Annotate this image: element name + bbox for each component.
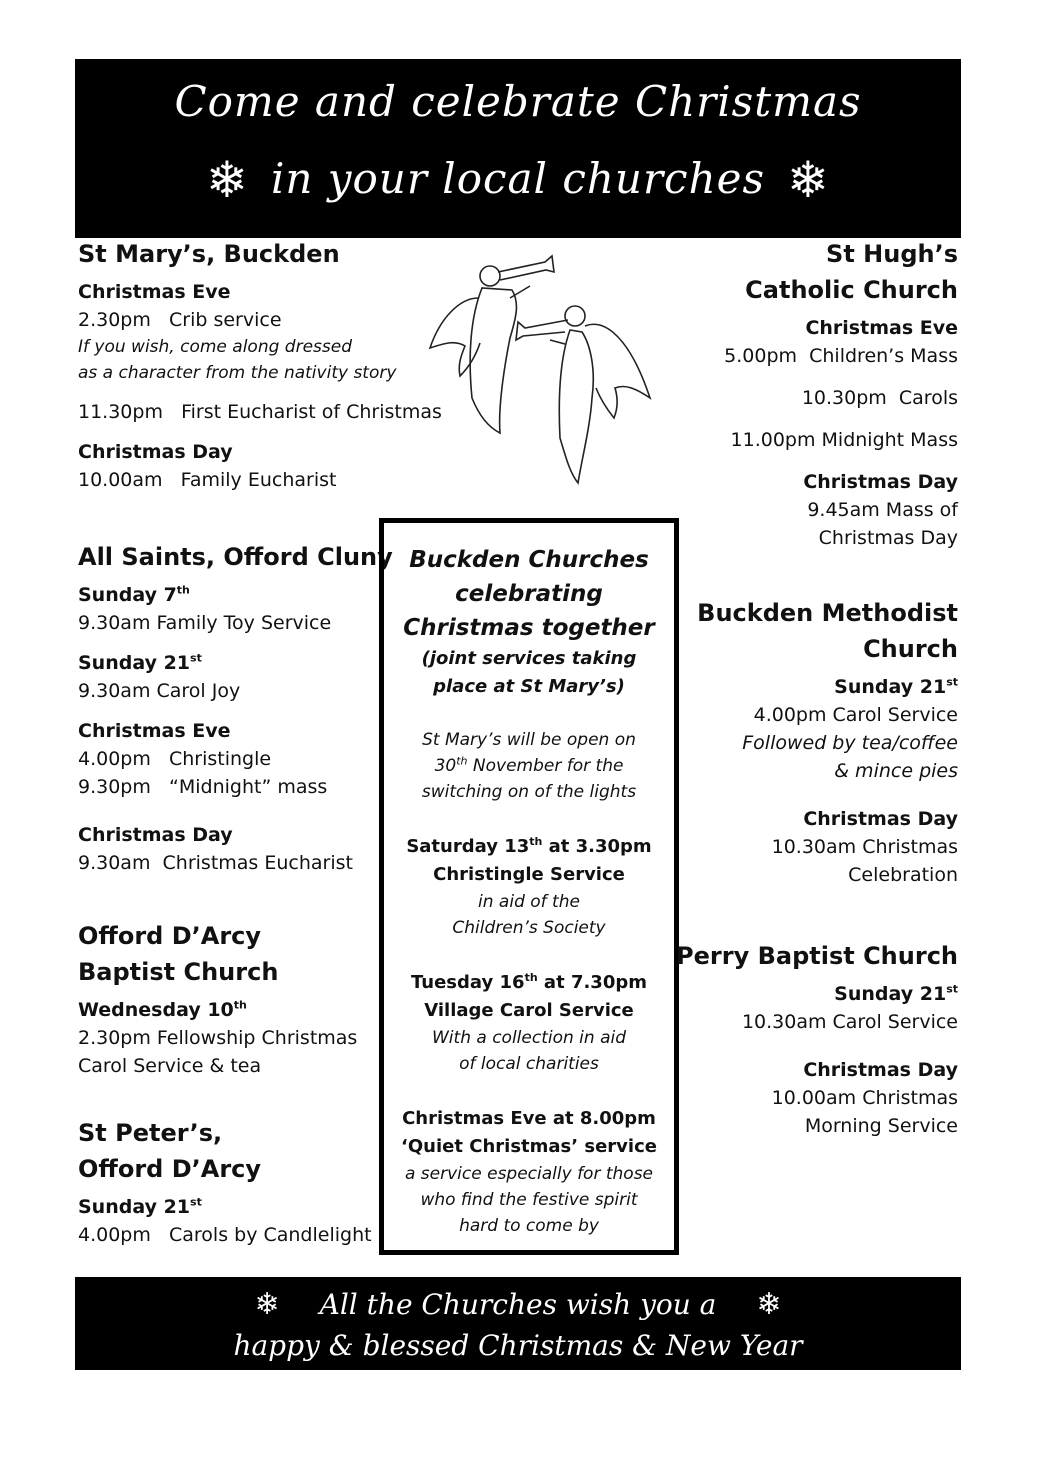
service-note: If you wish, come along dressed <box>78 337 352 357</box>
footer-line-1-text: All the Churches wish you a <box>319 1288 717 1321</box>
box-title: Buckden Churches <box>409 547 649 573</box>
service-line: 9.30pm “Midnight” mass <box>78 776 328 798</box>
church-name: St Mary’s, Buckden <box>78 240 340 268</box>
service-line: 9.30am Family Toy Service <box>78 612 332 634</box>
header-line-2-text: in your local churches <box>270 154 766 203</box>
box-note: in aid of the <box>478 892 580 912</box>
event-name: Village Carol Service <box>424 1000 634 1021</box>
header-line-2 <box>75 151 961 209</box>
date-text: Wednesday 10 <box>78 999 234 1021</box>
service-heading <box>78 1193 428 1221</box>
service-line: 11.00pm Midnight Mass <box>730 429 958 451</box>
service-line: 4.00pm Carol Service <box>753 704 958 726</box>
ordinal-suffix: th <box>529 835 543 848</box>
ordinal-suffix: st <box>190 1195 202 1209</box>
date-text: 30 <box>434 756 457 776</box>
box-note: St Mary’s will be open on <box>422 730 636 750</box>
box-subtitle: place at St Mary’s) <box>433 676 625 697</box>
service-line: 9.30am Christmas Eucharist <box>78 852 353 874</box>
service-heading: Christmas Eve <box>78 281 231 303</box>
date-text: Sunday 21 <box>78 652 191 674</box>
snowflake-icon: ❄ <box>254 1287 280 1322</box>
ordinal-suffix: st <box>190 651 202 665</box>
joint-services-box <box>379 518 679 1255</box>
church-name: Buckden Methodist <box>697 599 958 627</box>
ordinal-suffix: th <box>456 754 468 768</box>
event-heading <box>384 969 674 997</box>
date-text: Sunday 21 <box>834 983 947 1005</box>
church-name: All Saints, Offord Cluny <box>78 543 393 571</box>
service-line: Celebration <box>848 864 958 886</box>
service-line: 10.00am Family Eucharist <box>78 469 337 491</box>
methodist-section <box>658 595 958 889</box>
snowflake-icon: ❄ <box>787 151 830 209</box>
st-peters-section <box>78 1115 428 1249</box>
offord-baptist-section <box>78 918 428 1080</box>
service-heading <box>78 649 428 677</box>
snowflake-icon: ❄ <box>206 151 249 209</box>
service-heading: Christmas Day <box>803 471 958 493</box>
service-line: 4.00pm Christingle <box>78 748 272 770</box>
service-line: Christmas Day <box>818 527 958 549</box>
service-line: 10.30am Christmas <box>771 836 958 858</box>
service-line: 9.45am Mass of <box>807 499 958 521</box>
service-note: as a character from the nativity story <box>78 363 397 383</box>
snowflake-icon: ❄ <box>756 1287 782 1322</box>
ordinal-suffix: th <box>176 583 190 597</box>
service-heading <box>78 581 428 609</box>
service-note: Followed by tea/coffee <box>742 732 958 754</box>
church-name: Offord D’Arcy <box>78 922 262 950</box>
service-heading: Christmas Eve <box>78 720 231 742</box>
service-line: 2.30pm Fellowship Christmas <box>78 1027 358 1049</box>
box-note: With a collection in aid <box>432 1028 626 1048</box>
service-line: 4.00pm Carols by Candlelight <box>78 1224 372 1246</box>
church-name: St Hugh’s <box>826 240 958 268</box>
time-text: at 3.30pm <box>542 836 652 857</box>
ordinal-suffix: th <box>233 998 247 1012</box>
service-line: Morning Service <box>804 1115 958 1137</box>
service-heading: Christmas Eve <box>805 317 958 339</box>
footer-banner <box>75 1277 961 1370</box>
box-title: Christmas together <box>403 615 655 641</box>
st-marys-section <box>78 236 442 494</box>
box-note: Children’s Society <box>452 918 606 938</box>
box-subtitle: (joint services taking <box>421 648 637 669</box>
service-line: 11.30pm First Eucharist of Christmas <box>78 401 442 423</box>
church-name: Offord D’Arcy <box>78 1155 262 1183</box>
st-hughs-section <box>658 236 958 552</box>
service-heading <box>658 980 958 1008</box>
service-line: 2.30pm Crib service <box>78 309 282 331</box>
angels-icon <box>420 248 660 488</box>
box-title: celebrating <box>455 581 603 607</box>
date-text: Saturday 13 <box>406 836 530 857</box>
service-heading <box>78 996 428 1024</box>
service-heading: Christmas Day <box>78 441 233 463</box>
church-name: Church <box>863 635 958 663</box>
event-heading <box>384 833 674 861</box>
date-text: Sunday 21 <box>834 676 947 698</box>
church-name: Catholic Church <box>745 276 958 304</box>
service-line: 10.30am Carol Service <box>741 1011 958 1033</box>
time-text: at 7.30pm <box>537 972 647 993</box>
church-name: St Peter’s, <box>78 1119 223 1147</box>
service-heading: Christmas Day <box>78 824 233 846</box>
date-text: Sunday 7 <box>78 584 177 606</box>
box-note: a service especially for those <box>404 1164 654 1184</box>
box-note: switching on of the lights <box>421 782 637 802</box>
service-line: Carol Service & tea <box>78 1055 262 1077</box>
service-heading: Christmas Day <box>803 1059 958 1081</box>
ordinal-suffix: st <box>946 675 958 689</box>
church-name: Baptist Church <box>78 958 279 986</box>
service-heading: Christmas Day <box>803 808 958 830</box>
ordinal-suffix: th <box>524 971 538 984</box>
note-text: November for the <box>467 756 624 776</box>
event-name: Christingle Service <box>433 864 625 885</box>
date-text: Sunday 21 <box>78 1196 191 1218</box>
header-line-1: Come and celebrate Christmas <box>174 77 862 126</box>
service-line: 5.00pm Children’s Mass <box>724 345 958 367</box>
event-name: ‘Quiet Christmas’ service <box>401 1136 657 1157</box>
service-line: 9.30am Carol Joy <box>78 680 241 702</box>
church-name: Perry Baptist Church <box>676 942 958 970</box>
box-note: hard to come by <box>459 1216 599 1236</box>
service-line: 10.00am Christmas <box>771 1087 958 1109</box>
event-heading: Christmas Eve at 8.00pm <box>402 1108 656 1129</box>
perry-baptist-section <box>658 938 958 1140</box>
all-saints-section <box>78 539 428 877</box>
ordinal-suffix: st <box>946 982 958 996</box>
header-banner <box>75 59 961 238</box>
footer-line-2: happy & blessed Christmas & New Year <box>233 1329 803 1362</box>
service-line: 10.30pm Carols <box>801 387 958 409</box>
footer-line-1 <box>75 1287 961 1322</box>
date-text: Tuesday 16 <box>410 972 525 993</box>
service-note: & mince pies <box>834 760 958 782</box>
box-note: of local charities <box>459 1054 599 1074</box>
box-note: who find the festive spirit <box>420 1190 638 1210</box>
box-note <box>384 753 674 779</box>
service-heading <box>658 673 958 701</box>
